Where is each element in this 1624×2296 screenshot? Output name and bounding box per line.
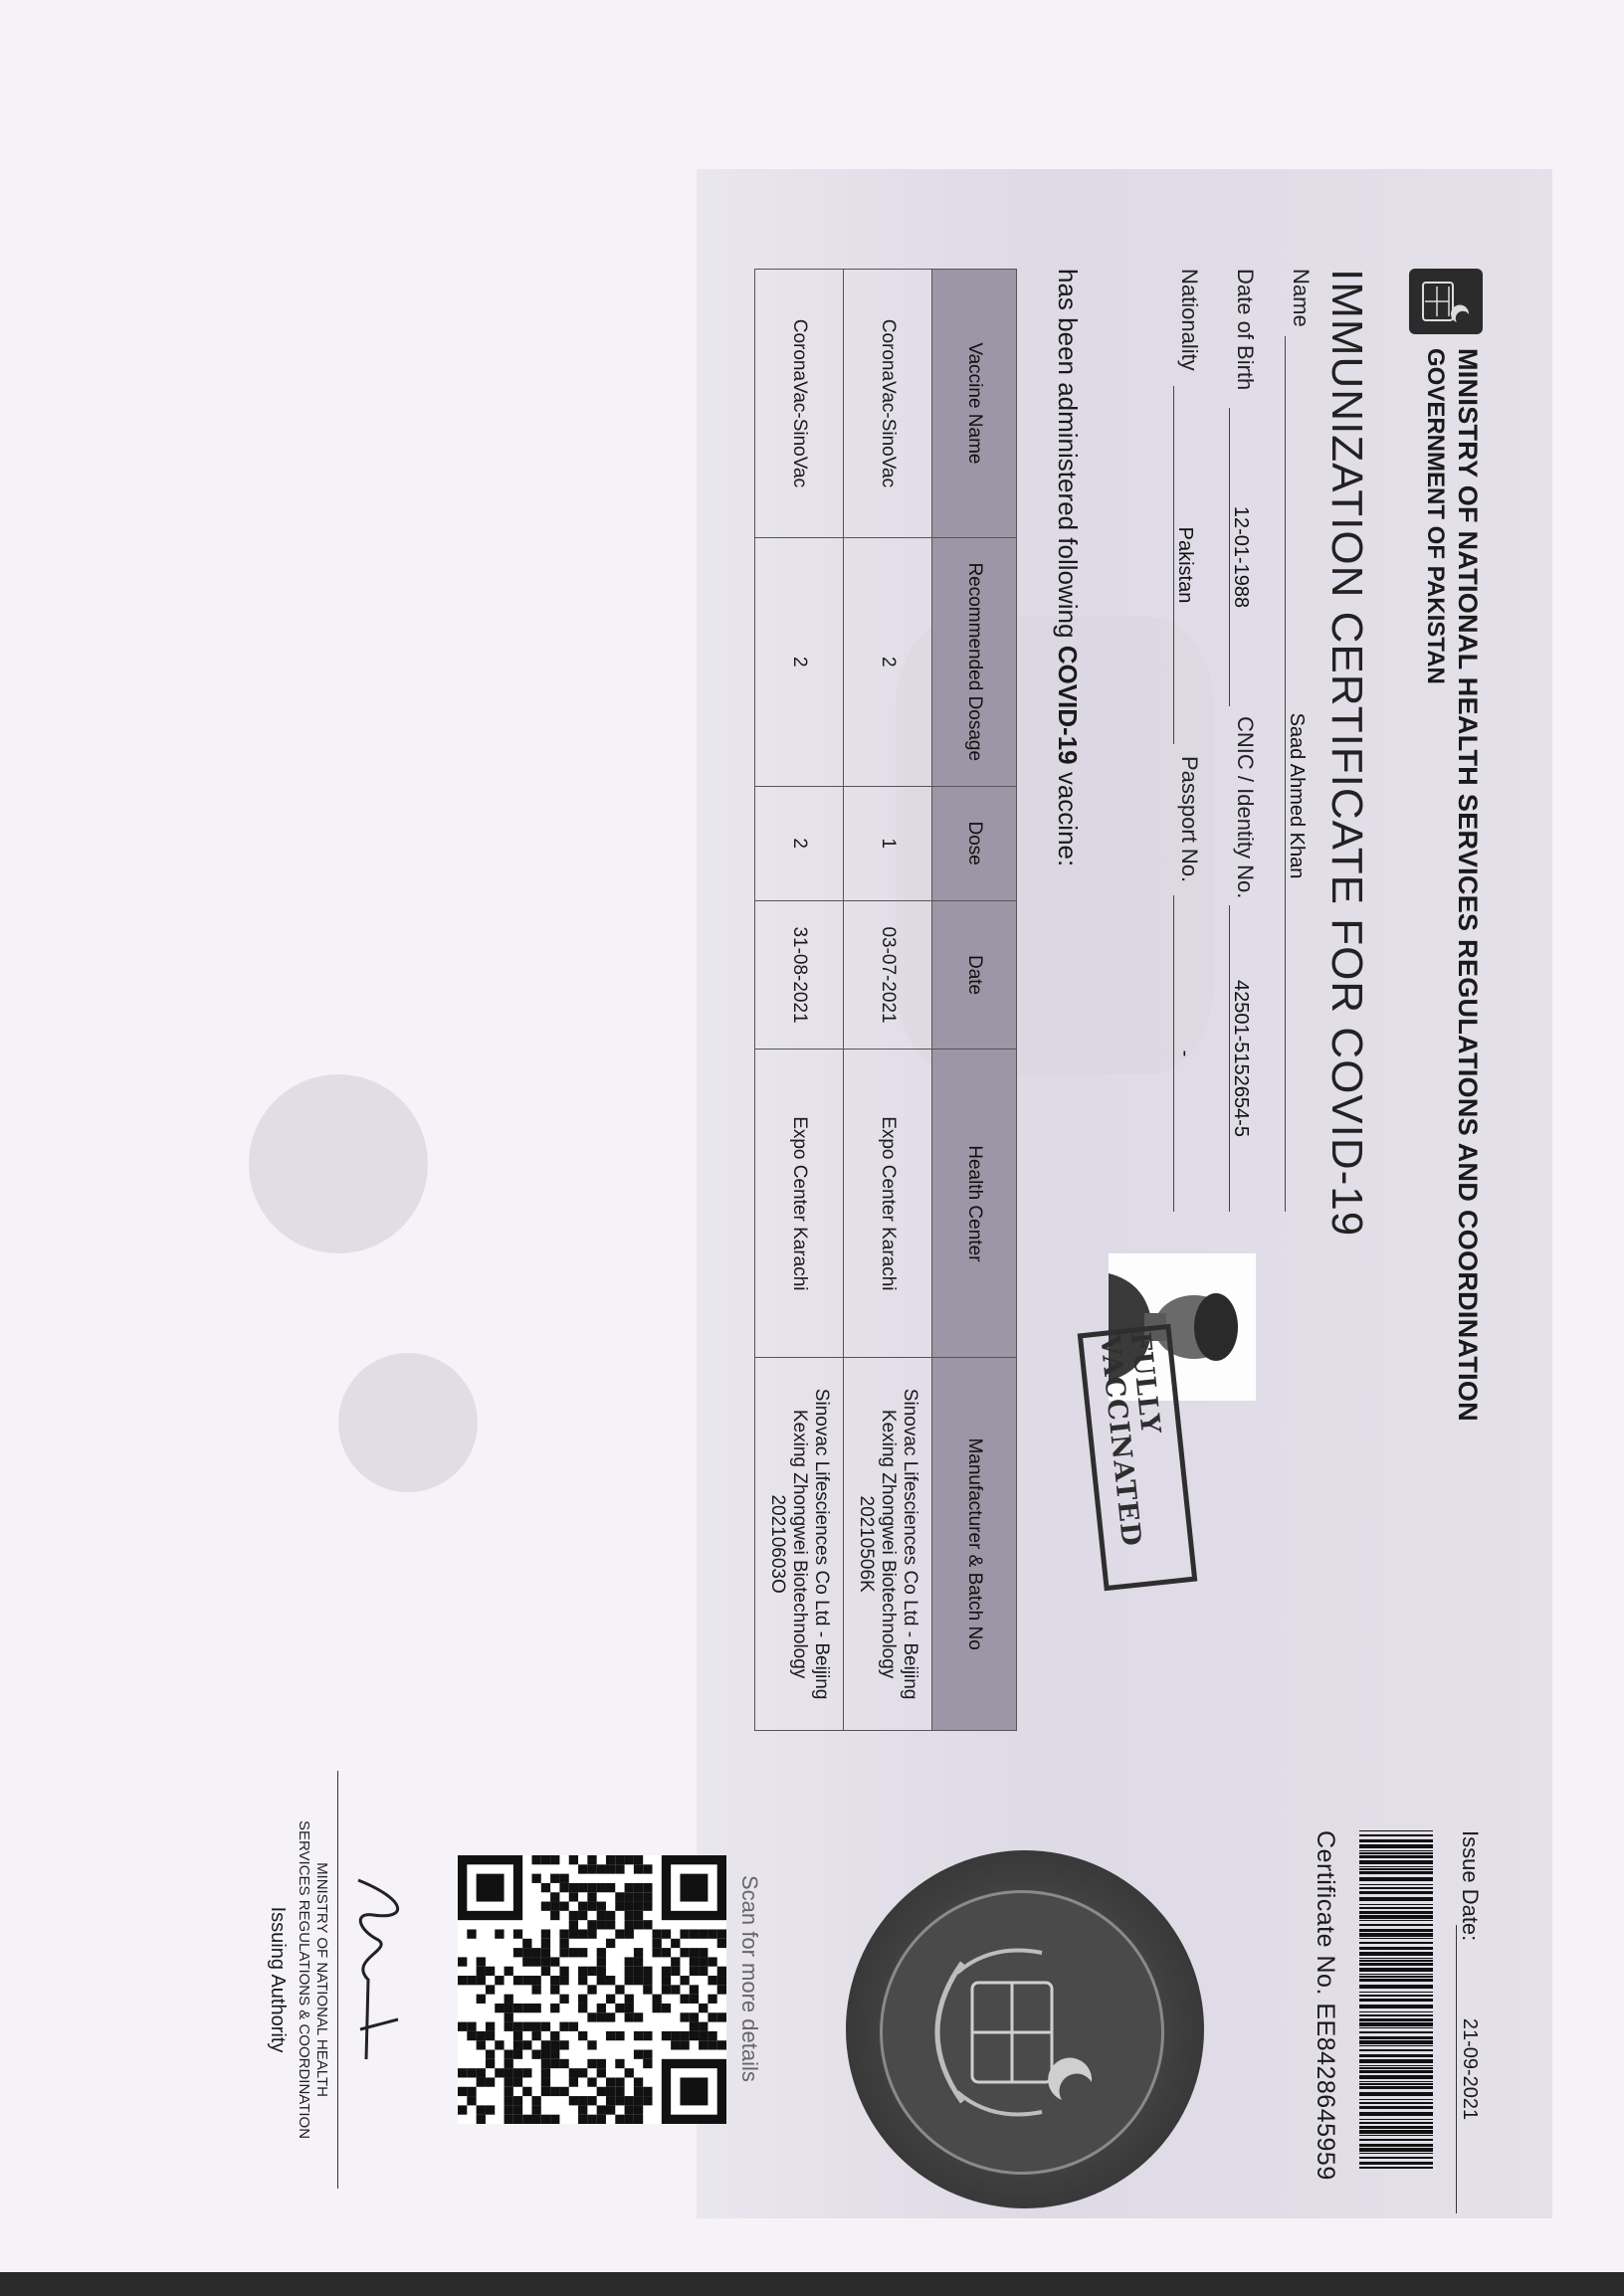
cell-date: 31-08-2021	[755, 900, 844, 1050]
cell-manufacturer-batch: Sinovac Lifesciences Co Ltd - Beijing Kexing Zhongwei Biotechnology 20210506K	[844, 1358, 932, 1731]
authority-line-1: MINISTRY OF NATIONAL HEALTH	[313, 1862, 330, 2097]
vaccination-table	[754, 269, 1017, 1731]
cell-health-center: Expo Center Karachi	[844, 1050, 932, 1358]
passport-label: Passport No.	[1177, 756, 1202, 883]
cell-vaccine-name: CoronaVac-SinoVac	[755, 270, 844, 538]
emblem-icon	[1409, 269, 1483, 334]
administered-statement: has been administered following COVID-19 vaccine:	[1053, 269, 1083, 867]
cell-vaccine-name: CoronaVac-SinoVac	[844, 270, 932, 538]
scanner-edge	[0, 2272, 1624, 2296]
authority-line-2: SERVICES REGULATIONS & COORDINATION	[296, 1819, 312, 2140]
qr-code-icon[interactable]	[458, 1855, 726, 2124]
header-date: Date	[932, 900, 1017, 1050]
cell-dose: 1	[844, 786, 932, 900]
dob-value: 12-01-1988	[1230, 505, 1252, 609]
nationality-value: Pakistan	[1174, 526, 1196, 604]
fully-vaccinated-stamp: FULLY VACCINATED	[1078, 1324, 1198, 1591]
cell-recommended-dosage: 2	[755, 537, 844, 786]
cell-date: 03-07-2021	[844, 900, 932, 1050]
cnic-value: 42501-5152654-5	[1230, 980, 1252, 1137]
table-header-row	[932, 270, 1017, 1731]
cell-dose: 2	[755, 786, 844, 900]
header-vaccine-name: Vaccine Name	[932, 270, 1017, 538]
certificate	[209, 219, 1483, 2268]
name-value: Saad Ahmed Khan	[1286, 712, 1308, 879]
signature-line	[337, 1771, 338, 2189]
cnic-label: CNIC / Identity No.	[1233, 716, 1258, 899]
nationality-label: Nationality	[1177, 269, 1202, 371]
certificate-title: IMMUNIZATION CERTIFICATE FOR COVID-19	[1322, 269, 1371, 1238]
table-row	[755, 270, 844, 1731]
signature-icon	[338, 1870, 418, 2079]
cell-recommended-dosage: 2	[844, 537, 932, 786]
dob-label: Date of Birth	[1233, 269, 1258, 391]
seal-emblem-icon	[846, 1850, 1204, 2208]
passport-value: -	[1174, 1050, 1196, 1057]
certificate-number: Certificate No. EE8428645959	[1312, 1830, 1339, 2181]
scan-label: Scan for more details	[737, 1875, 762, 2082]
table-row	[844, 270, 932, 1731]
issuing-authority: Issuing Authority	[267, 1906, 289, 2053]
header-dose: Dose	[932, 786, 1017, 900]
cell-manufacturer-batch: Sinovac Lifesciences Co Ltd - Beijing Kexing Zhongwei Biotechnology 20210603O	[755, 1358, 844, 1731]
cell-health-center: Expo Center Karachi	[755, 1050, 844, 1358]
name-label: Name	[1289, 269, 1314, 327]
header-manufacturer-batch: Manufacturer & Batch No	[932, 1358, 1017, 1731]
issue-date-label: Issue Date:	[1458, 1830, 1483, 1942]
header-recommended-dosage: Recommended Dosage	[932, 537, 1017, 786]
issue-date-value: 21-09-2021	[1459, 2017, 1481, 2121]
header-health-center: Health Center	[932, 1050, 1017, 1358]
government-heading: GOVERNMENT OF PAKISTAN	[1422, 348, 1449, 684]
issue-date-underline	[1456, 1925, 1457, 2213]
barcode-icon	[1359, 1830, 1433, 2169]
ministry-heading: MINISTRY OF NATIONAL HEALTH SERVICES REGULATIONS AND COORDINATION	[1453, 348, 1483, 1423]
